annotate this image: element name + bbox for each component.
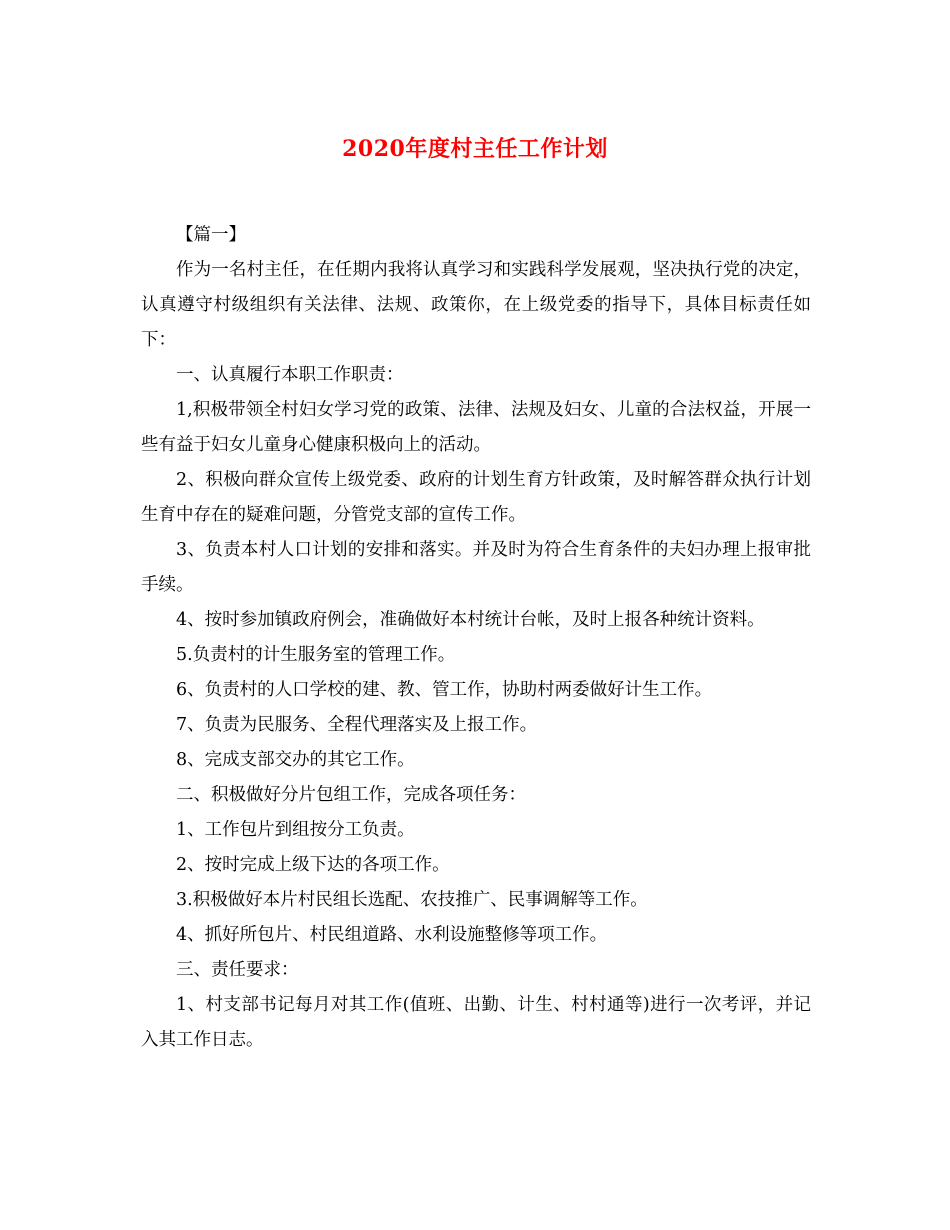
section-heading-group-work: 二、积极做好分片包组工作，完成各项任务： — [176, 785, 526, 805]
group-item-4: 4、抓好所包片、村民组道路、水利设施整修等项工作。 — [176, 925, 608, 945]
group-item-1: 1、工作包片到组按分工负责。 — [176, 820, 415, 840]
duty-item-8: 8、完成支部交办的其它工作。 — [176, 750, 415, 770]
requirement-item-1: 1、村支部书记每月对其工作(值班、出勤、计生、村村通等)进行一次考评，并记入其工作日志。 — [141, 995, 811, 1050]
duty-item-3: 3、负责本村人口计划的安排和落实。并及时为符合生育条件的夫妇办理上报审批手续。 — [141, 540, 811, 595]
duty-item-2: 2、积极向群众宣传上级党委、政府的计划生育方针政策，及时解答群众执行计划生育中存在的疑难问题，分管党支部的宣传工作。 — [141, 470, 811, 525]
section-heading-requirements: 三、责任要求： — [176, 960, 299, 980]
duty-item-6: 6、负责村的人口学校的建、教、管工作，协助村两委做好计生工作。 — [176, 680, 713, 700]
document-title: 2020年度村主任工作计划 — [342, 136, 608, 162]
intro-paragraph: 作为一名村主任，在任期内我将认真学习和实践科学发展观，坚决执行党的决定，认真遵守村级组织有关法律、法规、政策你，在上级党委的指导下，具体目标责任如下： — [141, 260, 811, 350]
document-body — [141, 218, 811, 1058]
duty-item-4: 4、按时参加镇政府例会，准确做好本村统计台帐，及时上报各种统计资料。 — [176, 610, 765, 630]
group-item-3: 3.积极做好本片村民组长选配、农技推广、民事调解等工作。 — [176, 890, 648, 910]
duty-item-5: 5.负责村的计生服务室的管理工作。 — [176, 645, 456, 665]
group-item-2: 2、按时完成上级下达的各项工作。 — [176, 855, 450, 875]
duty-item-7: 7、负责为民服务、全程代理落实及上报工作。 — [176, 715, 538, 735]
section-heading-duties: 一、认真履行本职工作职责： — [176, 365, 404, 385]
duty-item-1: 1,积极带领全村妇女学习党的政策、法律、法规及妇女、儿童的合法权益，开展一些有益于妇女儿童身心健康积极向上的活动。 — [141, 400, 811, 455]
section-heading-part-one: 【篇一】 — [176, 225, 246, 245]
